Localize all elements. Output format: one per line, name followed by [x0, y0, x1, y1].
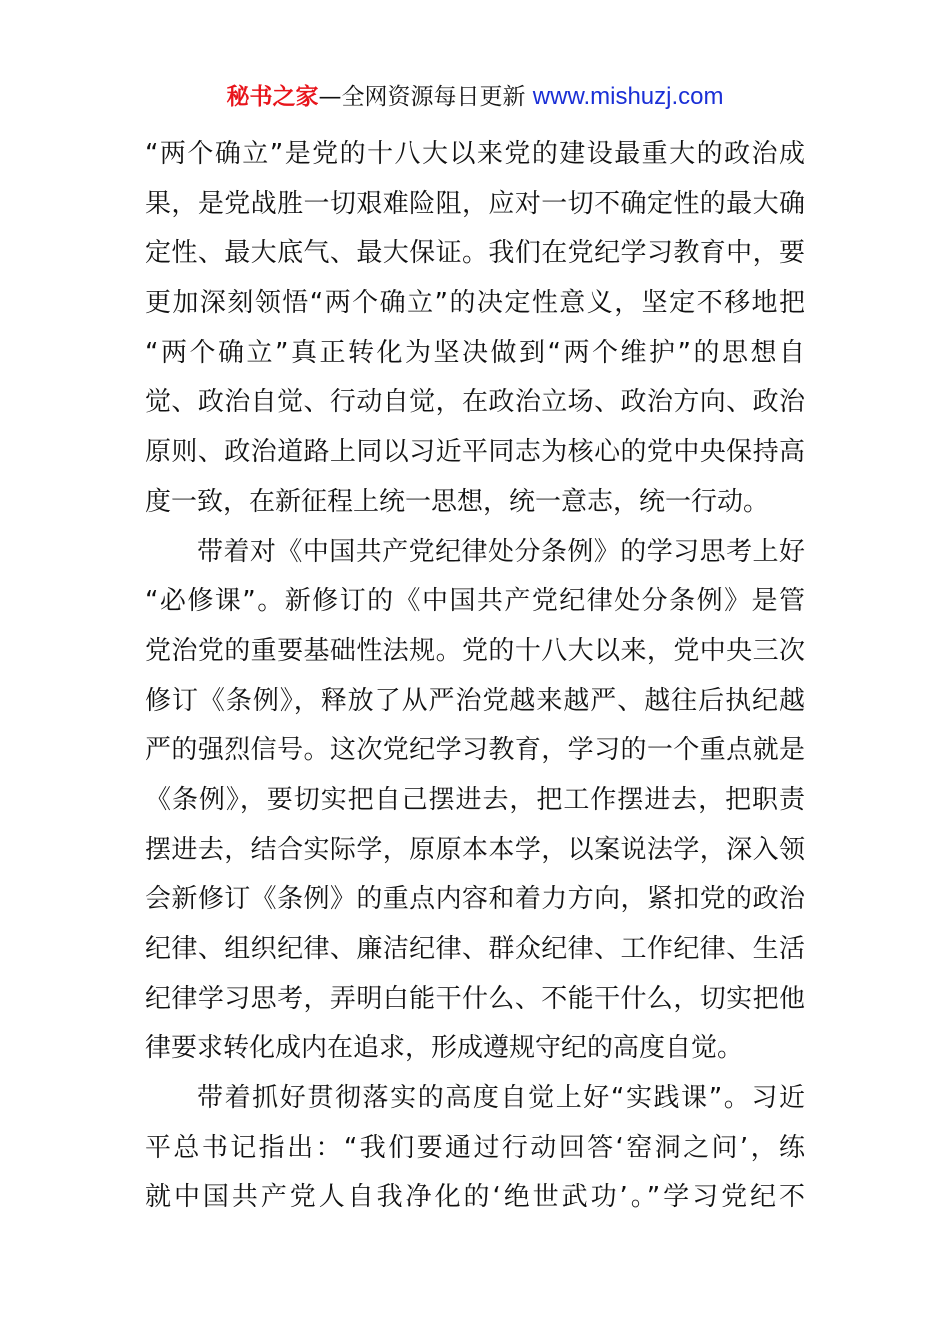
- text-line: 果，是党战胜一切艰难险阻，应对一切不确定性的最大确: [145, 188, 805, 219]
- text-line: “两个确立”是党的十八大以来党的建设最重大的政治成: [145, 139, 805, 169]
- text-line: “必修课”。新修订的《中国共产党纪律处分条例》是管: [145, 586, 805, 617]
- text-line: 定性、最大底气、最大保证。我们在党纪学习教育中，要: [145, 238, 805, 269]
- text-line: 修订《条例》，释放了从严治党越来越严、越往后执纪越: [145, 685, 805, 716]
- text-line: 纪律学习思考，弄明白能干什么、不能干什么，切实把他: [145, 983, 805, 1014]
- text-line: 党治党的重要基础性法规。党的十八大以来，党中央三次: [145, 635, 805, 666]
- header-tagline: —全网资源每日更新: [318, 84, 533, 110]
- text-line: 就中国共产党人自我净化的‘绝世武功’。”学习党纪不: [145, 1182, 805, 1213]
- text-line: 《条例》，要切实把自己摆进去，把工作摆进去，把职责: [145, 784, 805, 815]
- page-header: [0, 80, 950, 114]
- text-line: 摆进去，结合实际学，原原本本学，以案说法学，深入领: [145, 834, 805, 865]
- text-line: 严的强烈信号。这次党纪学习教育，学习的一个重点就是: [145, 735, 805, 766]
- paragraph-first-line: 带着抓好贯彻落实的高度自觉上好“实践课”。习近: [197, 1083, 805, 1114]
- brand-name: 秘书之家: [226, 84, 319, 110]
- text-line: 觉、政治自觉、行动自觉，在政治立场、政治方向、政治: [145, 387, 805, 418]
- text-line: “两个确立”真正转化为坚决做到“两个维护”的思想自: [145, 337, 805, 368]
- paragraph-first-line: 带着对《中国共产党纪律处分条例》的学习思考上好: [197, 536, 805, 567]
- document-body: [145, 130, 805, 1223]
- site-url-link[interactable]: www.mishuzj.com: [532, 83, 724, 110]
- text-line: 会新修订《条例》的重点内容和着力方向，紧扣党的政治: [145, 884, 805, 915]
- text-line: 更加深刻领悟“两个确立”的决定性意义，坚定不移地把: [145, 288, 805, 319]
- text-line: 纪律、组织纪律、廉洁纪律、群众纪律、工作纪律、生活: [145, 934, 805, 964]
- text-line: 律要求转化成内在追求，形成遵规守纪的高度自觉。: [145, 1033, 744, 1064]
- text-line: 原则、政治道路上同以习近平同志为核心的党中央保持高: [145, 437, 805, 468]
- text-line: 平总书记指出：“我们要通过行动回答‘窑洞之问’，练: [145, 1132, 805, 1163]
- text-line: 度一致，在新征程上统一思想，统一意志，统一行动。: [145, 486, 770, 517]
